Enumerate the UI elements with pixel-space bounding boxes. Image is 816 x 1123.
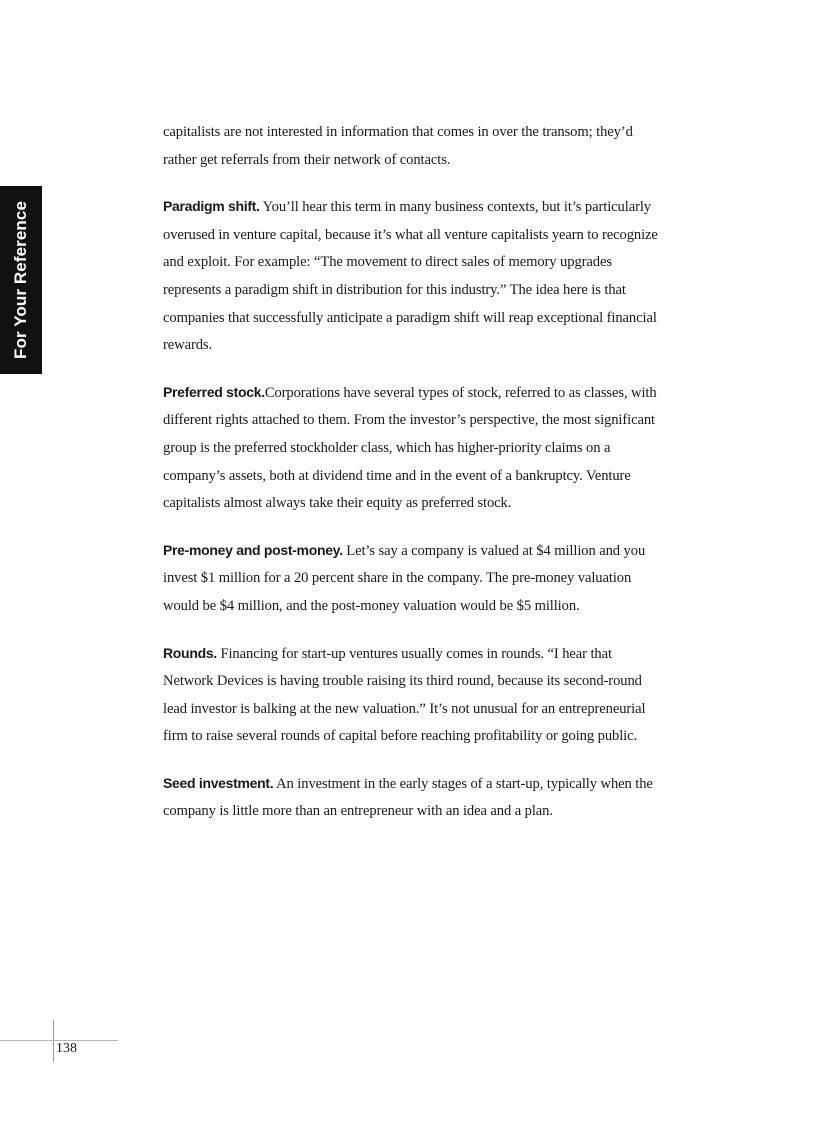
glossary-entry-seed-investment <box>163 770 663 826</box>
glossary-definition: You’ll hear this term in many business contexts, but it’s particularly overused in venture capital, because it’s what all venture capitalists yearn to recognize and exploit. For example: “The movement to direct sales of memory upgrades represents a paradigm shift in distribution for this industry.” The idea here is that companies that successfully anticipate a paradigm shift will reap exceptional financial rewards. <box>163 199 658 354</box>
glossary-definition: Let’s say a company is valued at $4 million and you invest $1 million for a 20 percent share in the company. The pre-money valuation would be $4 million, and the post-money valuation would be $5 million. <box>163 542 646 614</box>
section-side-tab <box>0 186 42 374</box>
page-number: 138 <box>56 1041 77 1056</box>
glossary-definition: An investment in the early stages of a start-up, typically when the company is little more than an entrepreneur with an idea and a plan. <box>163 775 653 820</box>
glossary-entry-rounds <box>163 640 663 751</box>
glossary-term: Pre-money and post-money. <box>163 541 343 558</box>
glossary-definition: Corporations have several types of stock, referred to as classes, with different rights attached to them. From the investor’s perspective, the most significant group is the preferred stockholder class, which has higher-priority claims on a company’s assets, both at dividend time and in the event of a bankruptcy. Venture capitalists almost always take their equity as preferred stock. <box>163 384 657 512</box>
glossary-content <box>163 119 663 845</box>
section-tab-label: For Your Reference <box>11 201 30 359</box>
glossary-paragraph-continued <box>163 119 663 174</box>
footer-vertical-rule <box>53 1020 54 1062</box>
glossary-term: Preferred stock. <box>163 383 265 400</box>
glossary-term: Paradigm shift. <box>163 198 260 215</box>
glossary-definition: Financing for start-up ventures usually comes in rounds. “I hear that Network Devices is having trouble raising its third round, because its second-round lead investor is balking at the new valuation.” It’s not unusual for an entrepreneurial firm to raise several rounds of capital before reaching profitability or going public. <box>163 645 646 745</box>
glossary-term: Seed investment. <box>163 774 274 791</box>
glossary-entry-paradigm-shift <box>163 193 663 360</box>
glossary-entry-pre-money <box>163 537 663 621</box>
glossary-term: Rounds. <box>163 644 217 661</box>
paragraph-text: capitalists are not interested in information that comes in over the transom; they’d rather get referrals from their network of contacts. <box>163 124 633 168</box>
glossary-entry-preferred-stock <box>163 379 663 518</box>
